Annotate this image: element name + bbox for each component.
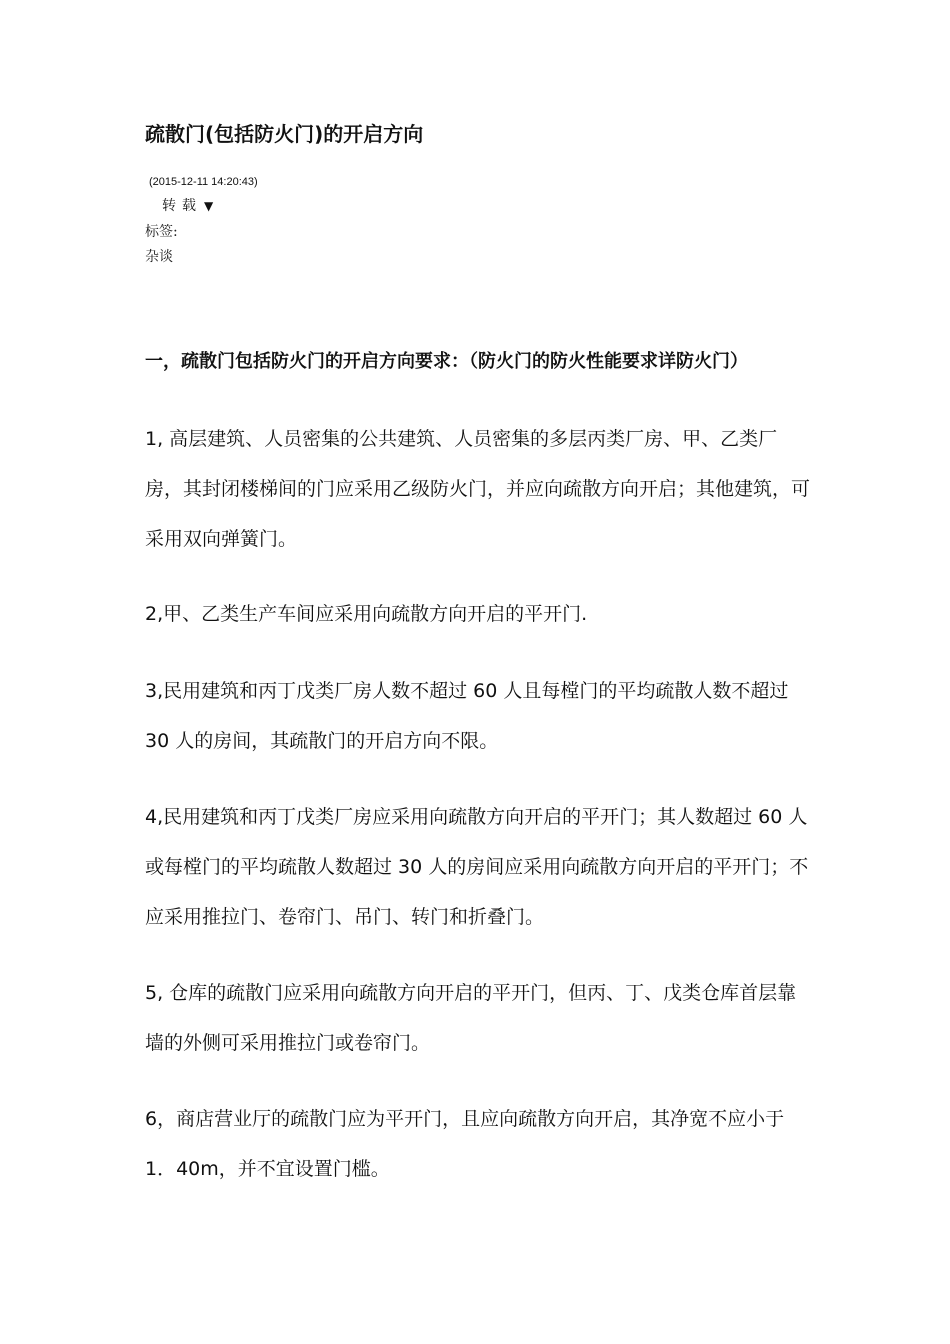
share-button[interactable] [162,197,213,215]
paragraph-6: 6，商店营业厅的疏散门应为平开门，且应向疏散方向开启，其净宽不应小于 1．40m，并不宜设置门槛。 [145,1108,785,1180]
paragraph-4: 4,民用建筑和丙丁戊类厂房应采用向疏散方向开启的平开门；其人数超过 60 人或每樘门的平均疏散人数超过 30 人的房间应采用向疏散方向开启的平开门；不应采用推拉门、卷帘门、吊门、转门和折叠门。 [145,806,809,928]
post-date: (2015-12-11 14:20:43) [149,176,258,188]
paragraph-5: 5, 仓库的疏散门应采用向疏散方向开启的平开门，但丙、丁、戊类仓库首层靠墙的外侧可采用推拉门或卷帘门。 [145,982,797,1054]
tag-link[interactable]: 杂谈 [145,249,173,265]
paragraph-1: 1, 高层建筑、人员密集的公共建筑、人员密集的多层丙类厂房、甲、乙类厂房，其封闭楼梯间的门应采用乙级防火门，并应向疏散方向开启；其他建筑，可采用双向弹簧门。 [145,428,811,550]
tags-label: 标签: [145,224,178,240]
page-title: 疏散门(包括防火门)的开启方向 [145,122,424,146]
paragraph-3: 3,民用建筑和丙丁戊类厂房人数不超过 60 人且每樘门的平均疏散人数不超过 30 人的房间，其疏散门的开启方向不限。 [145,680,789,752]
section-heading: 一，疏散门包括防火门的开启方向要求：（防火门的防火性能要求详防火门） [145,351,748,372]
paragraph-2: 2,甲、乙类生产车间应采用向疏散方向开启的平开门. [145,603,588,625]
dropdown-arrow-icon: ▼ [204,199,214,213]
share-label: 转载 [162,198,202,214]
